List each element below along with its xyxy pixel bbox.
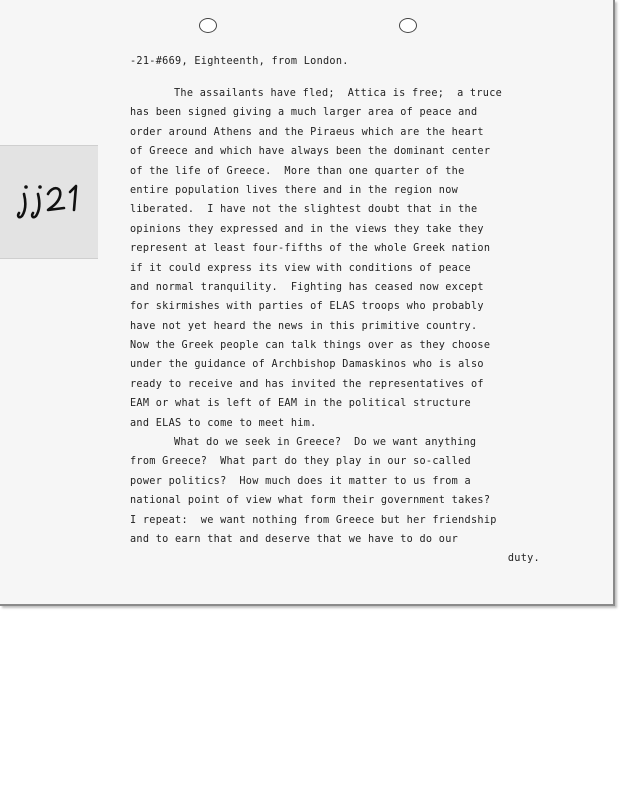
text-line: national point of view what form their government takes? xyxy=(130,495,491,507)
text-line: opinions they expressed and in the views they take they xyxy=(130,223,484,235)
text-line: What do we seek in Greece? Do we want anything xyxy=(174,437,477,449)
text-line: entire population lives there and in the region now xyxy=(130,184,459,196)
text-line: and ELAS to come to meet him. xyxy=(130,417,317,429)
handwritten-initials xyxy=(16,174,88,222)
text-line: has been signed giving a much larger area of peace and xyxy=(130,107,478,119)
text-line: ready to receive and has invited the representatives of xyxy=(130,378,484,390)
text-line: power politics? How much does it matter to us from a xyxy=(130,475,471,487)
text-line: of Greece and which have always been the dominant center xyxy=(130,146,491,158)
text-line: from Greece? What part do they play in our so-called xyxy=(130,456,471,468)
text-line: represent at least four-fifths of the whole Greek nation xyxy=(130,243,491,255)
text-line: order around Athens and the Piraeus which are the heart xyxy=(130,126,484,138)
text-line: I repeat: we want nothing from Greece but her friendship xyxy=(130,514,497,526)
text-line: Now the Greek people can talk things over as they choose xyxy=(130,340,491,352)
text-line: liberated. I have not the slightest doubt that in the xyxy=(130,204,478,216)
telegram-header: -21-#669, Eighteenth, from London. xyxy=(130,56,349,67)
text-line: The assailants have fled; Attica is free; a truce xyxy=(174,88,503,99)
text-line: if it could express its view with conditions of peace xyxy=(130,262,471,274)
text-line: EAM or what is left of EAM in the political structure xyxy=(130,398,471,410)
text-line: duty. xyxy=(507,553,540,565)
punch-hole-right xyxy=(399,18,417,33)
text-line: have not yet heard the news in this primitive country. xyxy=(130,320,478,332)
text-line: of the life of Greece. More than one quarter of the xyxy=(130,165,465,177)
text-line: and to earn that and deserve that we have to do our xyxy=(130,533,459,545)
text-lines xyxy=(130,84,570,569)
text-line: under the guidance of Archbishop Damaskinos who is also xyxy=(130,359,484,371)
punch-hole-left xyxy=(199,18,217,33)
text-line: for skirmishes with parties of ELAS troops who probably xyxy=(130,301,484,313)
text-line: and normal tranquility. Fighting has ceased now except xyxy=(130,281,484,293)
